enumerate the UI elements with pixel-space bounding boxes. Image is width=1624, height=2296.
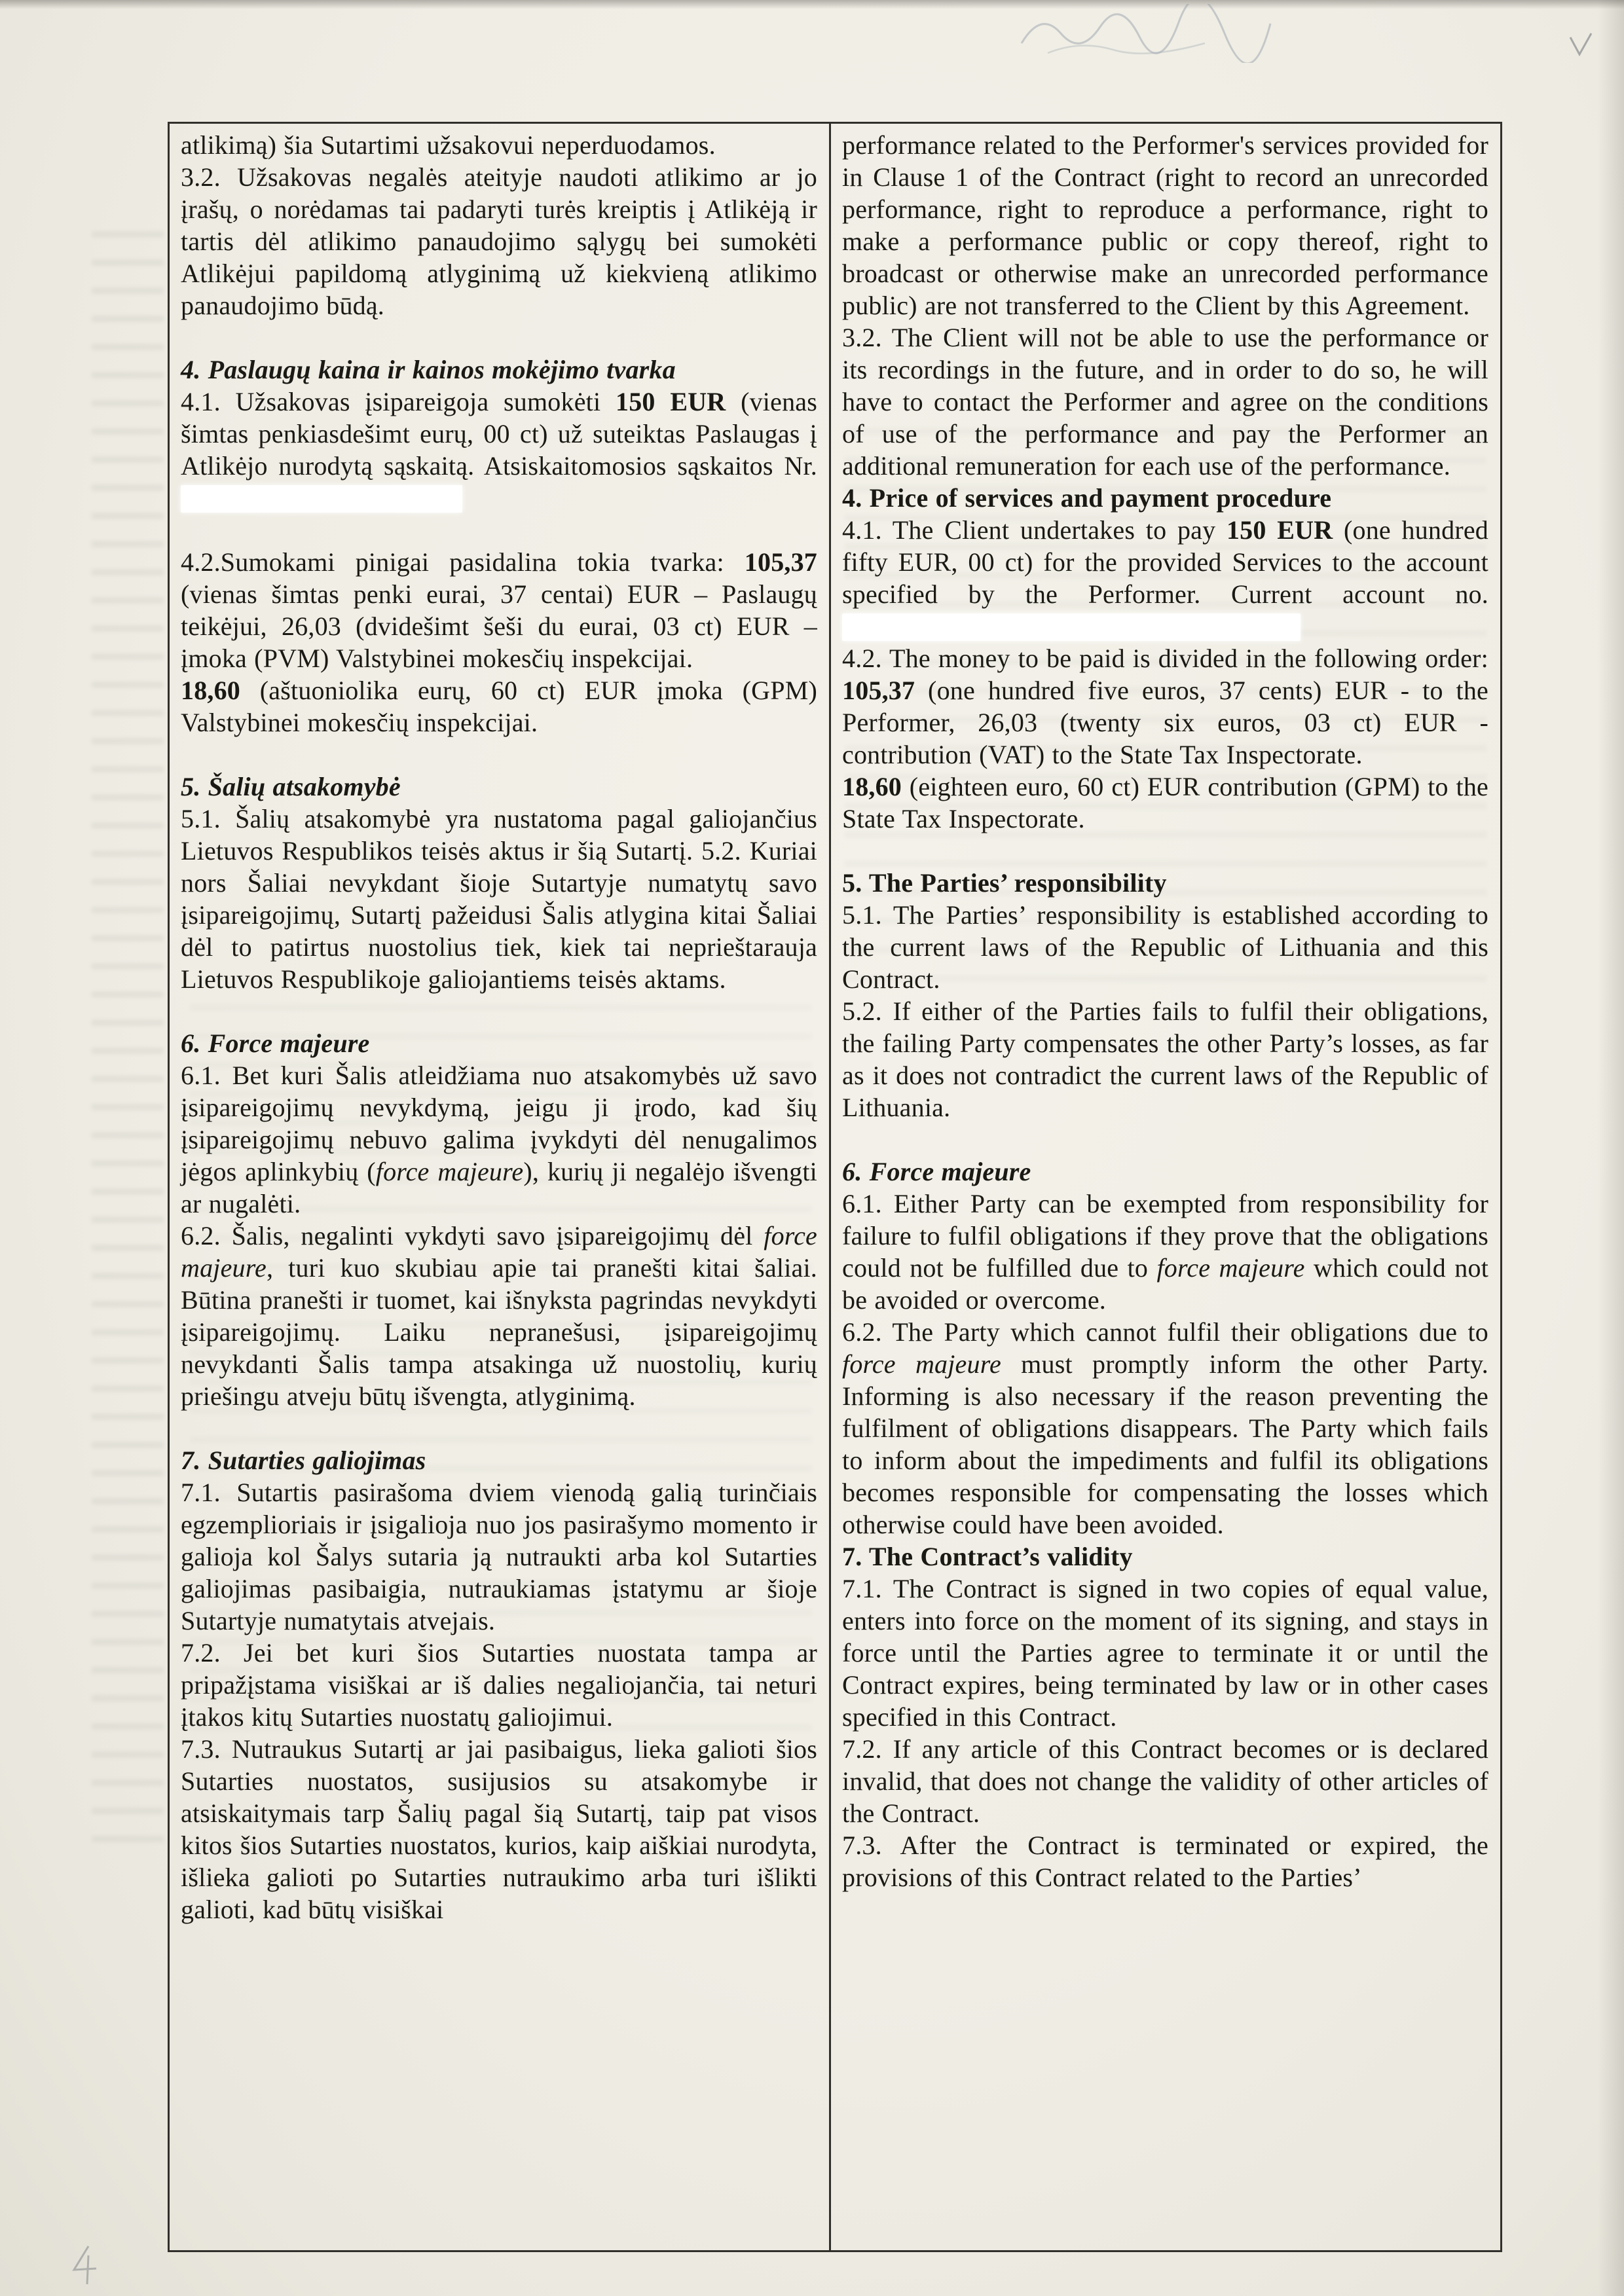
text-run: 7. The Contract’s validity (842, 1542, 1133, 1571)
text-run: 6.2. Šalis, negalinti vykdyti savo įsipareigojimų dėl (181, 1221, 764, 1250)
contract-paragraph (181, 674, 817, 738)
column-lithuanian (170, 124, 831, 2250)
text-run: atlikimą) šia Sutartimi užsakovui neperduodamos. (181, 130, 716, 160)
text-run: 4.2.Sumokami pinigai pasidalina tokia tvarka: (181, 547, 745, 577)
text-run: (vienas šimtas penki eurai, 37 centai) EUR – Paslaugų teikėjui, 26,03 (dvidešimt šeši du eurai, 03 ct) EUR – įmoka (PVM) Valstybinei mokesčių inspekcijai. (181, 579, 817, 673)
text-run: 7. Sutarties galiojimas (181, 1446, 426, 1475)
contract-paragraph (842, 995, 1488, 1123)
text-run: 7.1. Sutartis pasirašoma dviem vienodą galią turinčiais egzemplioriais ir įsigalioja nuo jos pasirašymo momento ir galioja kol Šalys sutaria ją nutraukti arba kol Sutarties galiojimas pasibaigia, nutraukiamas įstatymu ar šioje Sutartyje numatytais atvejais. (181, 1478, 817, 1635)
section-heading (181, 354, 817, 386)
text-run: 5.2. If either of the Parties fails to fulfil their obligations, the failing Party compensates the other Party’s losses, as far as it does not contradict the current laws of the Republic of Lithuania. (842, 996, 1488, 1122)
contract-paragraph (842, 1188, 1488, 1316)
contract-paragraph (842, 642, 1488, 771)
text-run: 4. Paslaugų kaina ir kainos mokėjimo tvarka (181, 355, 676, 384)
contract-table (168, 122, 1502, 2252)
text-run: 7.2. Jei bet kuri šios Sutarties nuostata tampa ar pripažįstama visiškai ar iš dalies negaliojančia, tai neturi įtakos kitų Sutarties nuostatų galiojimui. (181, 1638, 817, 1732)
redacted-account-number (842, 613, 1301, 641)
contract-paragraph (842, 899, 1488, 995)
text-run: 5.1. Šalių atsakomybė yra nustatoma pagal galiojančius Lietuvos Respublikos teisės aktus ir šią Sutartį. 5.2. Kuriai nors Šaliai nevykdant šioje Sutartyje numatytų savo įsipareigojimų, Sutartį pažeidusi Šalis atlygina kitai Šaliai dėl to patirtus nuostolius tiek, kiek tai neprieštarauja Lietuvos Respublikoje galiojantiems teisės aktams. (181, 804, 817, 994)
text-run: 4.1. Užsakovas įsipareigoja sumokėti (181, 387, 616, 416)
text-run: 3.2. The Client will not be able to use the performance or its recordings in the future, and in order to do so, he will have to contact the Performer and agree on the conditions of use of the performance and pay the Performer an additional remuneration for each use of the performance. (842, 323, 1488, 481)
text-run: 6. Force majeure (181, 1029, 370, 1058)
contract-paragraph (181, 386, 817, 514)
contract-paragraph (181, 129, 817, 161)
section-heading (842, 867, 1488, 899)
contract-paragraph (842, 1733, 1488, 1829)
contract-paragraph (181, 1220, 817, 1412)
contract-paragraph (181, 803, 817, 995)
text-run: 4. Price of services and payment procedure (842, 483, 1332, 513)
contract-paragraph (842, 129, 1488, 321)
section-heading (181, 771, 817, 803)
column-english (831, 124, 1500, 2250)
text-run: must promptly inform the other Party. Informing is also necessary if the reason preventing the fulfilment of obligations disappears. The Party which fails to inform about the impediments and fulfil its obligations becomes responsible for compensating the losses which otherwise could have been avoided. (842, 1349, 1488, 1539)
section-heading (181, 1444, 817, 1476)
text-run: force majeure (842, 1349, 1001, 1379)
text-run: 18,60 (181, 676, 240, 705)
pen-mark-artifact (62, 2242, 108, 2288)
text-run: 6.2. The Party which cannot fulfil their obligations due to (842, 1317, 1488, 1347)
text-run: force majeure (1156, 1253, 1305, 1283)
text-run: (one hundred five euros, 37 cents) EUR - to the Performer, 26,03 (twenty six euros, 03 ct) EUR - contribution (VAT) to the State Tax Inspectorate. (842, 676, 1488, 769)
text-run: force majeure (375, 1157, 524, 1186)
text-run: , turi kuo skubiau apie tai pranešti kitai šaliai. Būtina pranešti ir tuomet, kai išnyksta pagrindas nevykdyti įsipareigojimų. Laiku nepranešusi, įsipareigojimų nevykdanti Šalis tampa atsakinga už nuostolių, kurių priešingu atveju būtų išvengta, atlyginimą. (181, 1253, 817, 1411)
text-run: 6. Force majeure (842, 1157, 1031, 1186)
text-run: 7.3. After the Contract is terminated or expired, the provisions of this Contract related to the Parties’ (842, 1831, 1488, 1892)
contract-paragraph (181, 546, 817, 674)
text-run: 5.1. The Parties’ responsibility is established according to the current laws of the Republic of Lithuania and this Contract. (842, 900, 1488, 994)
text-run: performance related to the Performer's services provided for in Clause 1 of the Contract (right to record an unrecorded performance, right to reproduce a performance, right to make a performance public or copy thereof, right to broadcast or otherwise make an unrecorded performance public) are not transferred to the Client by this Agreement. (842, 130, 1488, 320)
pen-mark-artifact (1565, 29, 1598, 62)
text-run: which could not be avoided or overcome. (842, 1253, 1489, 1315)
text-run: ), kurių ji negalėjo išvengti ar nugalėti. (181, 1157, 817, 1218)
text-run: 150 EUR (1226, 515, 1333, 545)
contract-paragraph (842, 514, 1488, 642)
text-run: (eighteen euro, 60 ct) EUR contribution (GPM) to the State Tax Inspectorate. (842, 772, 1488, 833)
contract-paragraph (842, 1316, 1488, 1540)
text-run: (one hundred fifty EUR, 00 ct) for the provided Services to the account specified by the Performer. Current account no. (842, 515, 1488, 609)
text-run: 4.1. The Client undertakes to pay (842, 515, 1227, 545)
text-run: 6.1. Bet kuri Šalis atleidžiama nuo atsakomybės už savo įsipareigojimų nevykdymą, jeigu ji įrodo, kad šių įsipareigojimų nebuvo galima įvykdyti dėl nenugalimos jėgos aplinkybių ( (181, 1061, 817, 1186)
redacted-account-number (181, 485, 462, 513)
text-run: force majeure (181, 1221, 817, 1283)
text-run: 105,37 (842, 676, 915, 705)
section-heading (842, 1540, 1488, 1573)
text-run: 4.2. The money to be paid is divided in the following order: (842, 644, 1488, 673)
text-run: (vienas šimtas penkiasdešimt eurų, 00 ct) už suteiktas Paslaugas į Atlikėjo nurodytą sąskaitą. Atsiskaitomosios sąskaitos Nr. (181, 387, 817, 481)
text-run: 7.1. The Contract is signed in two copies of equal value, enters into force on the moment of its signing, and stays in force until the Parties agree to terminate it or until the Contract expires, being terminated by law or in other cases specified in this Contract. (842, 1574, 1488, 1732)
text-run: (aštuoniolika eurų, 60 ct) EUR įmoka (GPM) Valstybinei mokesčių inspekcijai. (181, 676, 817, 737)
text-run: 18,60 (842, 772, 902, 801)
contract-paragraph (842, 1573, 1488, 1733)
text-run: 7.2. If any article of this Contract becomes or is declared invalid, that does not change the validity of other articles of the Contract. (842, 1734, 1488, 1828)
contract-paragraph (181, 1476, 817, 1637)
contract-paragraph (181, 161, 817, 321)
contract-paragraph (181, 1733, 817, 1925)
text-run: 5. Šalių atsakomybė (181, 772, 401, 801)
contract-paragraph (842, 771, 1488, 835)
text-run: 7.3. Nutraukus Sutartį ar jai pasibaigus, lieka galioti šios Sutarties nuostatos, susijusios su atsakomybe ir atsiskaitymais tarp Šalių pagal šią Sutartį, taip pat visos kitos šios Sutarties nuostatos, kurios, kaip aiškiai nurodyta, išlieka galioti po Sutarties nutraukimo arba turi išlikti galioti, kad būtų visiškai (181, 1734, 817, 1924)
text-run: 150 EUR (616, 387, 726, 416)
text-run: 3.2. Užsakovas negalės ateityje naudoti atlikimo ar jo įrašų, o norėdamas tai padaryti turės kreiptis į Atlikėją ir tartis dėl atlikimo panaudojimo sąlygų bei sumokėti Atlikėjui papildomą atlyginimą už kiekvieną atlikimo panaudojimo būdą. (181, 162, 817, 320)
contract-paragraph (842, 321, 1488, 482)
contract-paragraph (181, 1637, 817, 1733)
contract-paragraph (181, 1059, 817, 1220)
bleed-through-artifact (92, 210, 164, 1846)
contract-paragraph (842, 1829, 1488, 1893)
text-run: 6.1. Either Party can be exempted from responsibility for failure to fulfil obligations if they prove that the obligations could not be fulfilled due to (842, 1189, 1488, 1283)
text-run: 5. The Parties’ responsibility (842, 868, 1167, 898)
section-heading (842, 1156, 1488, 1188)
text-run: 105,37 (744, 547, 817, 577)
section-heading (181, 1027, 817, 1059)
handwriting-artifact (1008, 4, 1283, 63)
section-heading (842, 482, 1488, 514)
